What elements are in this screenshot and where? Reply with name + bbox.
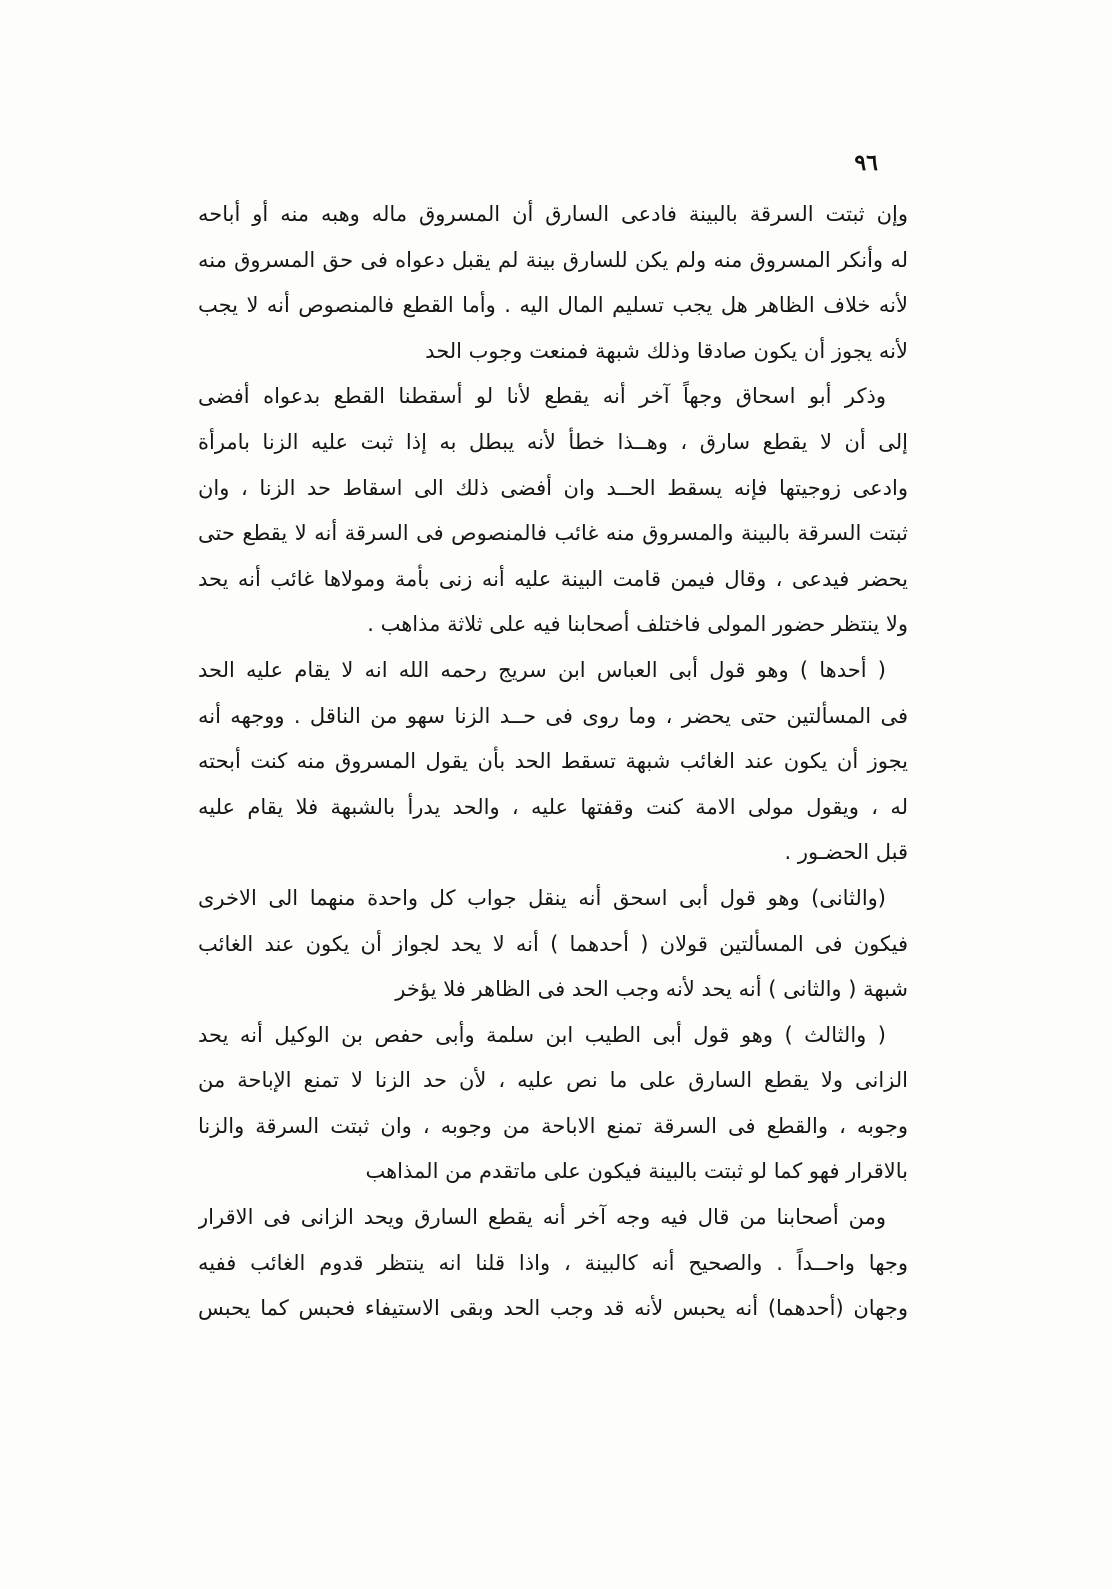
page-number: ٩٦ — [854, 150, 878, 176]
text-line: إلى أن لا يقطع سارق ، وهــذا خطأ لأنه يبطل به إذا ثبت عليه الزنا بامرأة — [198, 429, 908, 454]
text-line: وادعى زوجيتها فإنه يسقط الحــد وان أفضى ذلك الى اسقاط حد الزنا ، وان — [198, 475, 908, 500]
text-line: ( أحدها ) وهو قول أبى العباس ابن سريج رحمه الله انه لا يقام عليه الحد — [198, 657, 886, 682]
text-line: قبل الحضـور . — [784, 840, 908, 865]
text-line: ثبتت السرقة بالبينة والمسروق منه غائب فالمنصوص فى السرقة أنه لا يقطع حتى — [198, 521, 908, 546]
text-line: شبهة ( والثانى ) أنه يحد لأنه وجب الحد فى الظاهر فلا يؤخر — [395, 977, 908, 1002]
text-line: وجهان (أحدهما) أنه يحبس لأنه قد وجب الحد وبقى الاستيفاء فحبس كما يحبس — [198, 1296, 908, 1321]
text-line: يجوز أن يكون عند الغائب شبهة تسقط الحد بأن يقول المسروق منه كنت أبحته — [198, 749, 908, 774]
text-line: فى المسألتين حتى يحضر ، وما روى فى حــد الزنا سهو من الناقل . ووجهه أنه — [198, 703, 908, 728]
text-line: ولا ينتظر حضور المولى فاختلف أصحابنا فيه على ثلاثة مذاهب . — [367, 612, 908, 637]
text-line: له ، ويقول مولى الامة كنت وقفتها عليه ، والحد يدرأ بالشبهة فلا يقام عليه — [198, 794, 908, 819]
text-line: الزانى ولا يقطع السارق على ما نص عليه ، لأن حد الزنا لا تمنع الإباحة من — [198, 1068, 908, 1093]
text-line: ( والثالث ) وهو قول أبى الطيب ابن سلمة وأبى حفص بن الوكيل أنه يحد — [198, 1022, 886, 1047]
text-line: وإن ثبتت السرقة بالبينة فادعى السارق أن المسروق ماله وهبه منه أو أباحه — [198, 202, 908, 226]
text-line: لأنه خلاف الظاهر هل يجب تسليم المال اليه . وأما القطع فالمنصوص أنه لا يجب — [198, 293, 908, 318]
text-line: لأنه يجوز أن يكون صادقا وذلك شبهة فمنعت وجوب الحد — [425, 338, 908, 363]
text-line: (والثانى) وهو قول أبى اسحق أنه ينقل جواب كل واحدة منهما الى الاخرى — [198, 885, 886, 910]
text-line: فيكون فى المسألتين قولان ( أحدهما ) أنه لا يحد لجواز أن يكون عند الغائب — [198, 931, 908, 956]
text-line: وجها واحــداً . والصحيح أنه كالبينة ، واذا قلنا انه ينتظر قدوم الغائب ففيه — [198, 1250, 908, 1275]
text-line: يحضر فيدعى ، وقال فيمن قامت البينة عليه أنه زنى بأمة ومولاها غائب أنه يحد — [198, 566, 908, 591]
text-line: ومن أصحابنا من قال فيه وجه آخر أنه يقطع السارق ويحد الزانى فى الاقرار — [198, 1205, 886, 1230]
text-line: له وأنكر المسروق منه ولم يكن للسارق بينة لم يقبل دعواه فى حق المسروق منه — [198, 247, 908, 272]
text-line: وجوبه ، والقطع فى السرقة تمنع الاباحة من وجوبه ، وان ثبتت السرقة والزنا — [198, 1113, 908, 1138]
body-text — [198, 192, 908, 1332]
text-line: وذكر أبو اسحاق وجهاً آخر أنه يقطع لأنا لو أسقطنا القطع بدعواه أفضى — [198, 384, 886, 409]
text-line: بالاقرار فهو كما لو ثبتت بالبينة فيكون على ماتقدم من المذاهب — [365, 1159, 908, 1184]
